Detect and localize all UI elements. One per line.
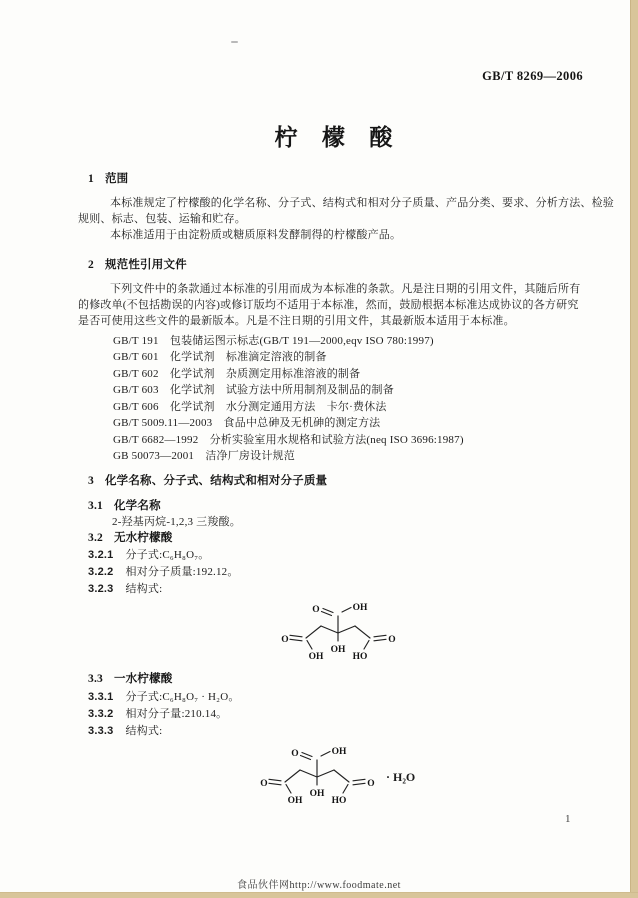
paragraph-line: 本标准适用于由淀粉质或糖质原料发酵制得的柠檬酸产品。	[110, 229, 402, 241]
section-title: 无水柠檬酸	[113, 532, 173, 544]
reference-item: GB/T 191 包装储运图示标志(GB/T 191—2000,eqv ISO 780:1997)	[113, 335, 434, 347]
clause-text: 相对分子质量:192.12。	[125, 566, 239, 578]
reference-item: GB/T 602 化学试剂 杂质测定用标准溶液的制备	[113, 367, 361, 380]
section-title: 规范性引用文件	[104, 259, 187, 271]
atom-label-o: O	[367, 779, 375, 789]
atom-label-o: O	[388, 635, 396, 645]
clause-text: 结构式:	[125, 583, 163, 595]
section-number: 1	[88, 173, 94, 185]
section-title: 一水柠檬酸	[113, 673, 173, 685]
clause-number: 3.3.3	[88, 725, 114, 737]
molecular-weight-line	[88, 565, 239, 580]
paragraph-line: 下列文件中的条款通过本标准的引用而成为本标准的条款。凡是注日期的引用文件，其随后所有	[110, 283, 581, 295]
section-title: 化学名称、分子式、结构式和相对分子质量	[104, 475, 328, 487]
scan-edge-right	[630, 0, 638, 898]
reference-item: GB 50073—2001 洁净厂房设计规范	[113, 450, 295, 463]
section-number: 3.3	[88, 673, 103, 685]
section-3-2-heading	[88, 531, 172, 546]
clause-text: 结构式:	[125, 725, 163, 737]
atom-label-o: O	[312, 605, 320, 615]
structural-formula-line	[88, 582, 162, 597]
atom-label-o: O	[281, 635, 289, 645]
structural-formula-line	[88, 724, 162, 739]
normative-references-list	[113, 333, 464, 465]
section-3-3-heading	[88, 672, 172, 687]
structure-diagram	[257, 739, 381, 809]
paragraph-line: 本标准规定了柠檬酸的化学名称、分子式、结构式和相对分子质量、产品分类、要求、分析方法、检验	[110, 197, 614, 209]
structure-diagram	[278, 595, 402, 665]
molecular-formula-line	[88, 690, 240, 705]
section-2-heading	[88, 258, 187, 273]
document-title: 柠 檬 酸	[274, 124, 402, 150]
atom-label-oh: OH	[309, 789, 325, 799]
reference-item: GB/T 6682—1992 分析实验室用水规格和试验方法(neq ISO 3696:1987)	[113, 433, 464, 446]
citric-acid-structure-monohydrate	[257, 739, 381, 814]
reference-item: GB/T 601 化学试剂 标准滴定溶液的制备	[113, 351, 327, 364]
section-title: 化学名称	[113, 500, 161, 512]
atom-label-o: O	[260, 779, 268, 789]
section-3-heading	[88, 474, 327, 489]
standard-code: GB/T 8269—2006	[482, 69, 583, 83]
reference-item: GB/T 5009.11—2003 食品中总砷及无机砷的测定方法	[113, 417, 381, 430]
atom-label-oh: OH	[287, 796, 303, 806]
atom-label-oh: OH	[308, 652, 324, 662]
section-number: 2	[88, 259, 94, 271]
reference-item: GB/T 603 化学试剂 试验方法中所用制剂及制品的制备	[113, 384, 394, 397]
atom-label-o: O	[291, 749, 299, 759]
clause-number: 3.2.3	[88, 583, 114, 595]
chemical-name-text: 2-羟基丙烷-1,2,3 三羧酸。	[112, 516, 241, 528]
clause-number: 3.3.1	[88, 691, 114, 703]
clause-text: 分子式:C₆H₈O₇。	[125, 549, 210, 561]
atom-label-oh: OH	[352, 603, 368, 613]
clause-number: 3.2.2	[88, 566, 114, 578]
section-title: 范围	[104, 173, 129, 185]
molecular-weight-line	[88, 707, 227, 722]
clause-text: 分子式:C₆H₈O₇ · H₂O。	[125, 691, 240, 703]
clause-number: 3.3.2	[88, 708, 114, 720]
paragraph-line: 的修改单(不包括勘误的内容)或修订版均不适用于本标准，然而，鼓励根据本标准达成协议的各方研究	[78, 299, 579, 311]
hydrate-label: · H₂O	[386, 770, 416, 784]
reference-item: GB/T 606 化学试剂 水分测定通用方法 卡尔·费休法	[113, 400, 387, 413]
atom-label-ho: HO	[331, 796, 347, 806]
scan-edge-bottom	[0, 892, 638, 898]
citric-acid-structure-anhydrous	[278, 595, 402, 670]
section-number: 3	[88, 475, 94, 487]
section-3-1-heading	[88, 499, 161, 514]
atom-label-ho: HO	[352, 652, 368, 662]
molecular-formula-line	[88, 548, 209, 563]
paragraph-line: 规则、标志、包装、运输和贮存。	[78, 213, 246, 225]
page-number: 1	[565, 813, 571, 825]
clause-text: 相对分子量:210.14。	[125, 708, 228, 720]
section-number: 3.2	[88, 532, 103, 544]
section-number: 3.1	[88, 500, 103, 512]
scan-artifact	[231, 41, 238, 43]
footer-watermark: 食品伙伴网http://www.foodmate.net	[237, 880, 401, 891]
paragraph-line: 是否可使用这些文件的最新版本。凡是不注日期的引用文件，其最新版本适用于本标准。	[78, 315, 515, 327]
section-1-heading	[88, 172, 128, 187]
clause-number: 3.2.1	[88, 549, 114, 561]
atom-label-oh: OH	[331, 747, 347, 757]
atom-label-oh: OH	[330, 645, 346, 655]
